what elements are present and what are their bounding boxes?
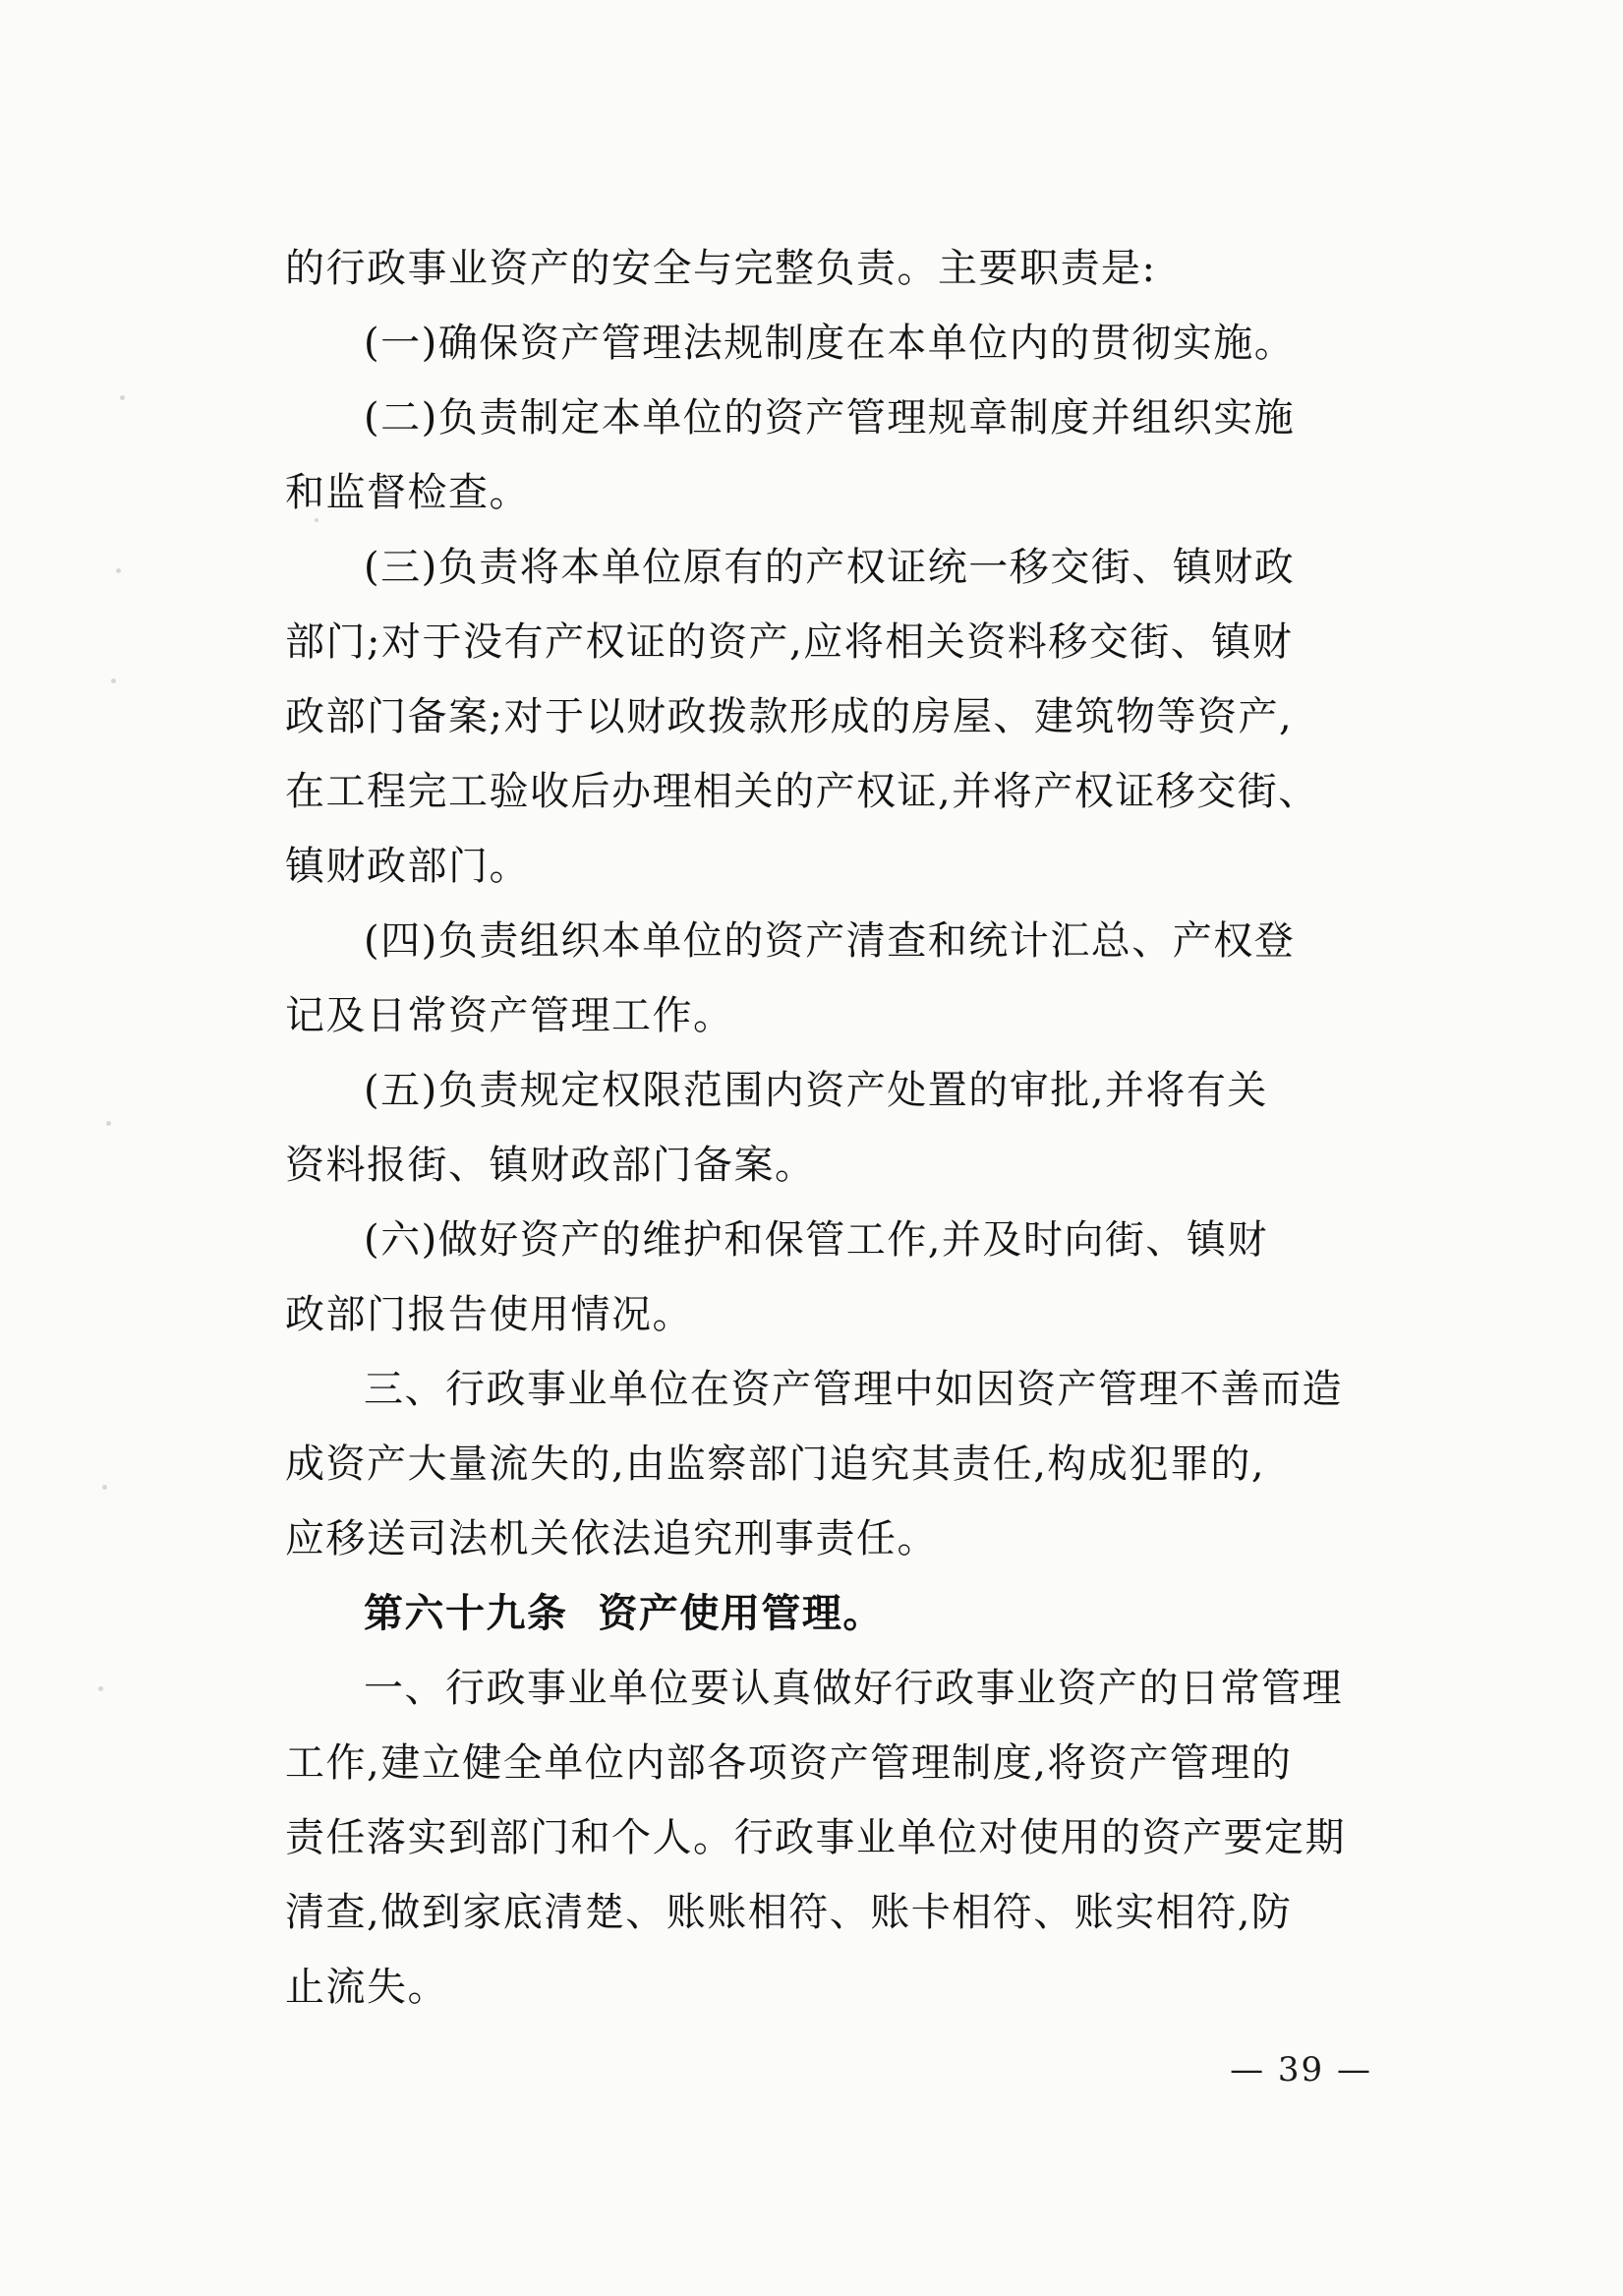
body-line: 政部门备案;对于以财政拨款形成的房屋、建筑物等资产, — [285, 694, 1294, 739]
body-line: 清查,做到家底清楚、账账相符、账卡相符、账实相符,防 — [285, 1890, 1293, 1935]
body-line: 应移送司法机关依法追究刑事责任。 — [285, 1516, 938, 1561]
body-line: 三、行政事业单位在资产管理中如因资产管理不善而造 — [364, 1367, 1343, 1412]
body-line: (二)负责制定本单位的资产管理规章制度并组织实施 — [364, 395, 1296, 441]
scan-speckle — [102, 1485, 107, 1490]
page-number: — 39 — — [1230, 2050, 1372, 2090]
body-line: 和监督检查。 — [285, 470, 530, 515]
body-line: (五)负责规定权限范围内资产处置的审批,并将有关 — [364, 1068, 1268, 1113]
body-line: 资料报街、镇财政部门备案。 — [285, 1143, 816, 1188]
body-line: (四)负责组织本单位的资产清查和统计汇总、产权登 — [364, 918, 1296, 964]
scan-speckle — [116, 568, 121, 573]
scan-speckle — [120, 395, 125, 400]
scan-speckle — [106, 1121, 111, 1126]
body-line: 部门;对于没有产权证的资产,应将相关资料移交街、镇财 — [285, 619, 1294, 665]
body-line: 记及日常资产管理工作。 — [285, 993, 734, 1038]
scan-speckle — [98, 1686, 103, 1691]
body-line: (一)确保资产管理法规制度在本单位内的贯彻实施。 — [364, 321, 1296, 366]
body-line: 责任落实到部门和个人。行政事业单位对使用的资产要定期 — [285, 1815, 1346, 1860]
body-line: 成资产大量流失的,由监察部门追究其责任,构成犯罪的, — [285, 1442, 1266, 1487]
body-line: 工作,建立健全单位内部各项资产管理制度,将资产管理的 — [285, 1740, 1293, 1786]
document-body — [285, 231, 1357, 2025]
body-line: 镇财政部门。 — [285, 844, 530, 889]
body-line: 一、行政事业单位要认真做好行政事业资产的日常管理 — [364, 1666, 1343, 1711]
scan-speckle — [111, 678, 116, 683]
body-line: 政部门报告使用情况。 — [285, 1292, 693, 1337]
body-line: 止流失。 — [285, 1965, 448, 2010]
body-line: (六)做好资产的维护和保管工作,并及时向街、镇财 — [364, 1217, 1268, 1263]
body-line: 在工程完工验收后办理相关的产权证,并将产权证移交街、 — [285, 769, 1319, 814]
body-line: (三)负责将本单位原有的产权证统一移交街、镇财政 — [364, 545, 1296, 590]
article-heading: 第六十九条 资产使用管理。 — [364, 1590, 884, 1636]
body-line: 的行政事业资产的安全与完整负责。主要职责是: — [285, 246, 1157, 291]
